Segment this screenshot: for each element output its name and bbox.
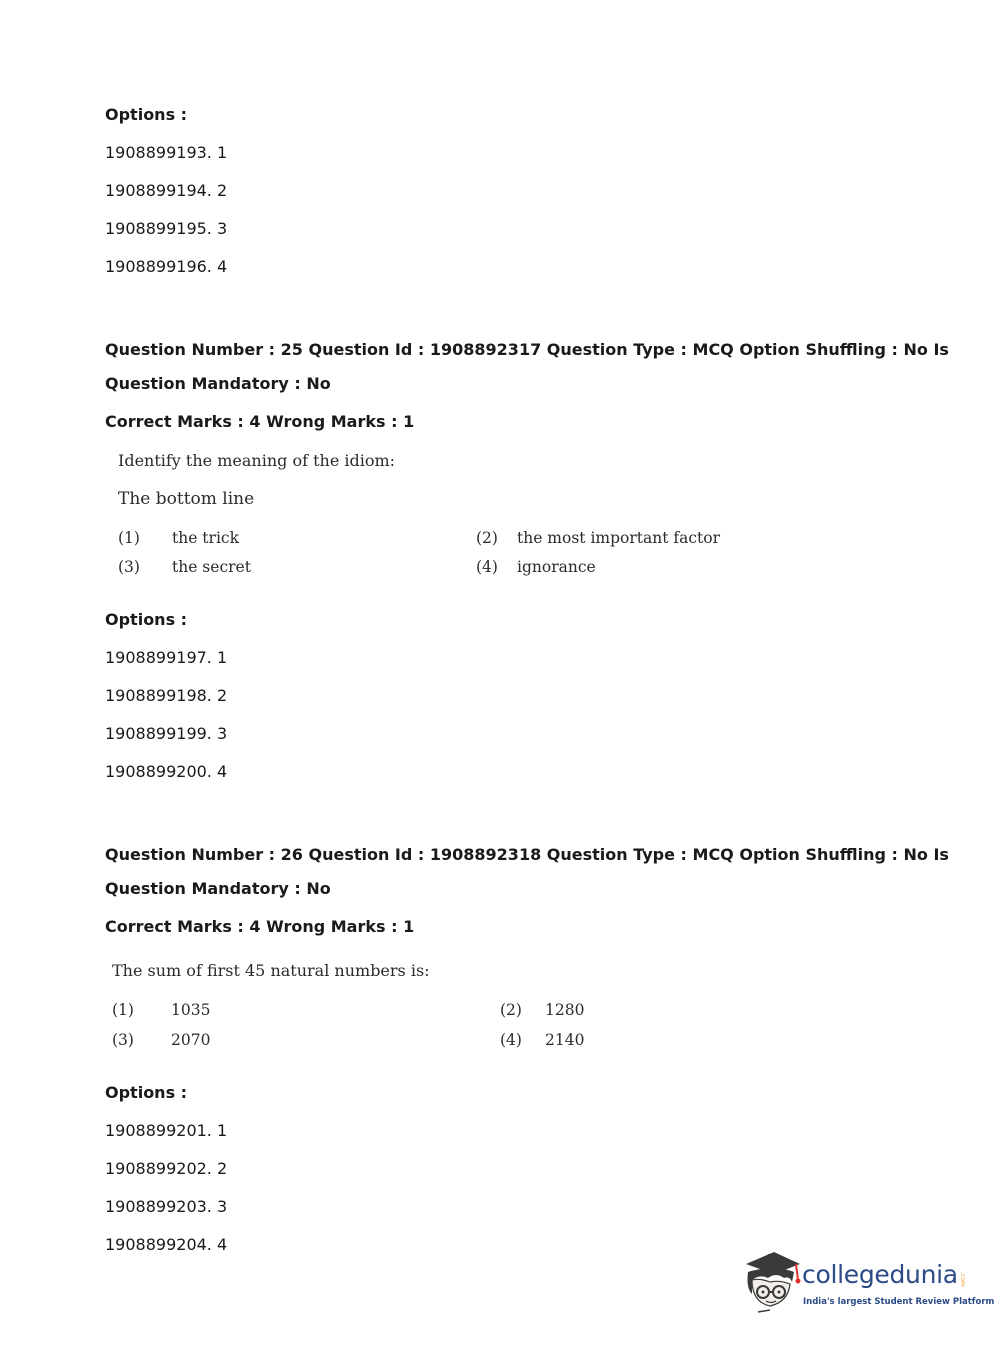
option-item: 1908899201. 1 [105, 1121, 228, 1140]
option-item: 1908899193. 1 [105, 143, 228, 162]
choice-number: (2) [476, 529, 498, 547]
mascot-icon [740, 1250, 804, 1316]
question-mandatory-25: Question Mandatory : No [105, 374, 331, 393]
choice-number: (2) [500, 1001, 522, 1019]
option-item: 1908899199. 3 [105, 724, 228, 743]
option-item: 1908899194. 2 [105, 181, 228, 200]
question-prompt-25: Identify the meaning of the idiom: [118, 451, 396, 470]
choice-text: the most important factor [517, 529, 721, 547]
choice-number: (4) [500, 1031, 522, 1049]
question-marks-26: Correct Marks : 4 Wrong Marks : 1 [105, 917, 415, 936]
choice-number: (1) [112, 1001, 134, 1019]
options-heading-26: Options : [105, 1083, 188, 1102]
option-item: 1908899200. 4 [105, 762, 228, 781]
option-item: 1908899198. 2 [105, 686, 228, 705]
options-heading-24: Options : [105, 105, 188, 124]
question-mandatory-26: Question Mandatory : No [105, 879, 331, 898]
choice-text: ignorance [517, 558, 596, 576]
collegedunia-logo [740, 1250, 995, 1316]
choice-text: the secret [172, 558, 251, 576]
choice-number: (3) [118, 558, 140, 576]
options-heading-25: Options : [105, 610, 188, 629]
choice-text: the trick [172, 529, 239, 547]
choice-text: 1035 [171, 1001, 211, 1019]
choice-text: 2070 [171, 1031, 211, 1049]
logo-wordmark: collegedunia [802, 1260, 958, 1289]
idiom-phrase: The bottom line [118, 489, 255, 509]
option-item: 1908899204. 4 [105, 1235, 228, 1254]
question-marks-25: Correct Marks : 4 Wrong Marks : 1 [105, 412, 415, 431]
option-item: 1908899203. 3 [105, 1197, 228, 1216]
option-item: 1908899202. 2 [105, 1159, 228, 1178]
choice-text: 2140 [545, 1031, 585, 1049]
logo-tagline: India's largest Student Review Platform [803, 1297, 995, 1307]
option-item: 1908899195. 3 [105, 219, 228, 238]
question-header-25: Question Number : 25 Question Id : 1908892317 Question Type : MCQ Option Shuffling : No Is [105, 340, 949, 359]
question-header-26: Question Number : 26 Question Id : 1908892318 Question Type : MCQ Option Shuffling : No Is [105, 845, 949, 864]
choice-number: (1) [118, 529, 140, 547]
choice-text: 1280 [545, 1001, 585, 1019]
option-item: 1908899197. 1 [105, 648, 228, 667]
choice-number: (4) [476, 558, 498, 576]
logo-suffix: .com [959, 1272, 966, 1287]
choice-number: (3) [112, 1031, 134, 1049]
option-item: 1908899196. 4 [105, 257, 228, 276]
question-prompt-26: The sum of first 45 natural numbers is: [112, 961, 430, 980]
